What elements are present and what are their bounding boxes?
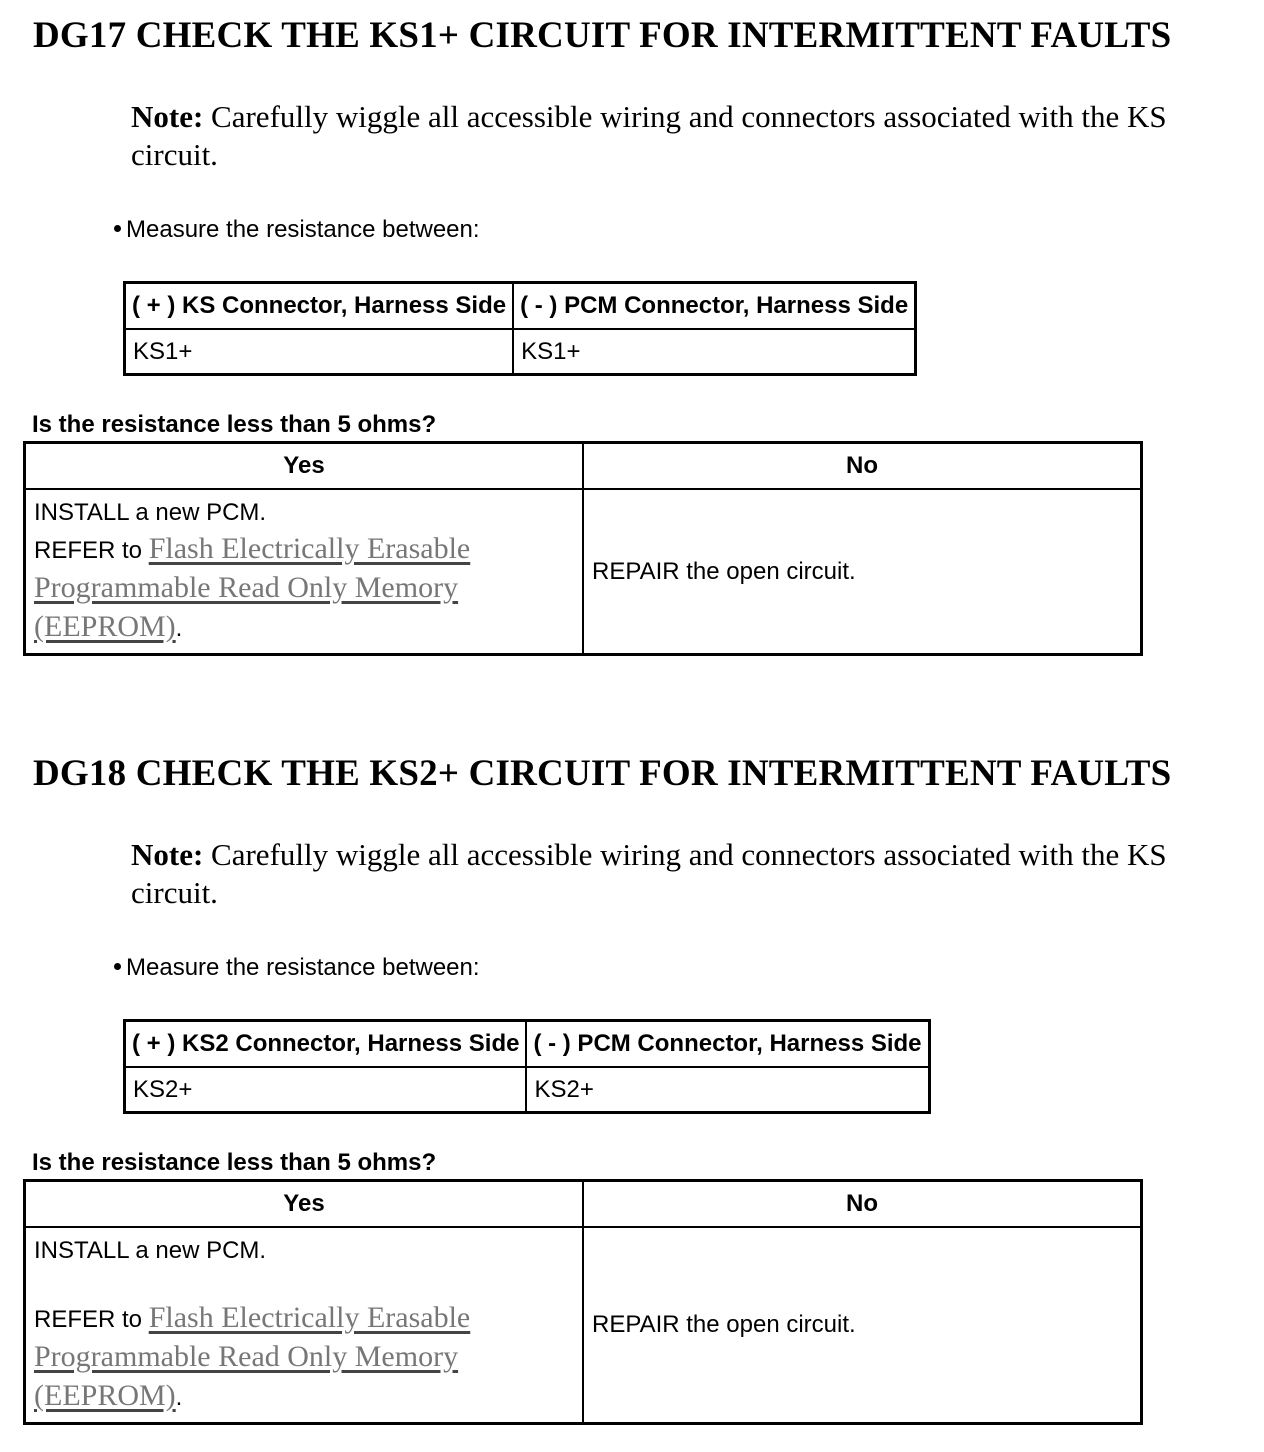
note-label: Note: — [131, 99, 204, 134]
refer-label: REFER to — [34, 537, 149, 564]
table-row — [125, 1067, 930, 1113]
bullet-text: Measure the resistance between: — [126, 216, 480, 243]
section-heading: DG18 CHECK THE KS2+ CIRCUIT FOR INTERMITTENT FAULTS — [33, 753, 1172, 794]
bullet-item — [114, 953, 480, 983]
note-text: Carefully wiggle all accessible wiring and connectors associated with the KS circuit. — [131, 837, 1167, 910]
result-header-yes: Yes — [25, 1181, 584, 1228]
result-header-no: No — [583, 1181, 1142, 1228]
note-paragraph — [131, 98, 1231, 174]
result-yes-cell — [25, 1227, 584, 1424]
bullet-dot-icon — [114, 225, 121, 232]
measurement-cell-positive: KS2+ — [125, 1067, 527, 1113]
measurement-header-row — [125, 283, 916, 330]
note-paragraph — [131, 836, 1231, 912]
eeprom-reference-link[interactable]: Flash Electrically Erasable Programmable Read Only Memory (EEPROM) — [34, 1301, 471, 1412]
result-table — [23, 1179, 1143, 1425]
measurement-header-positive: ( + ) KS2 Connector, Harness Side — [125, 1021, 527, 1068]
note-text: Carefully wiggle all accessible wiring and connectors associated with the KS circuit. — [131, 99, 1167, 172]
bullet-item — [114, 215, 480, 245]
result-no-cell: REPAIR the open circuit. — [583, 1227, 1142, 1424]
measurement-header-negative: ( - ) PCM Connector, Harness Side — [513, 283, 916, 330]
result-no-cell: REPAIR the open circuit. — [583, 489, 1142, 655]
note-label: Note: — [131, 837, 204, 872]
table-row — [25, 1227, 1142, 1424]
measurement-header-row — [125, 1021, 930, 1068]
refer-period: . — [175, 615, 183, 642]
result-table — [23, 441, 1143, 656]
yes-refer-line — [34, 1299, 534, 1416]
result-header-row — [25, 443, 1142, 490]
refer-label: REFER to — [34, 1306, 149, 1333]
yes-instruction: INSTALL a new PCM. — [34, 499, 267, 526]
measurement-table — [123, 1019, 931, 1114]
question-text: Is the resistance less than 5 ohms? — [32, 1149, 437, 1176]
bullet-text: Measure the resistance between: — [126, 954, 480, 981]
result-header-row — [25, 1181, 1142, 1228]
question-text: Is the resistance less than 5 ohms? — [32, 411, 437, 438]
yes-instruction: INSTALL a new PCM. — [34, 1237, 267, 1264]
refer-period: . — [175, 1384, 183, 1411]
section-heading: DG17 CHECK THE KS1+ CIRCUIT FOR INTERMITTENT FAULTS — [33, 15, 1172, 56]
measurement-cell-negative: KS2+ — [526, 1067, 929, 1113]
table-row — [25, 489, 1142, 655]
measurement-cell-negative: KS1+ — [513, 329, 916, 375]
measurement-header-positive: ( + ) KS Connector, Harness Side — [125, 283, 514, 330]
blank-line — [34, 1268, 574, 1299]
eeprom-reference-link[interactable]: Flash Electrically Erasable Programmable Read Only Memory (EEPROM) — [34, 532, 471, 643]
yes-refer-line — [34, 530, 534, 647]
measurement-header-negative: ( - ) PCM Connector, Harness Side — [526, 1021, 929, 1068]
bullet-dot-icon — [114, 963, 121, 970]
result-header-yes: Yes — [25, 443, 584, 490]
measurement-table — [123, 281, 917, 376]
measurement-cell-positive: KS1+ — [125, 329, 514, 375]
result-header-no: No — [583, 443, 1142, 490]
result-yes-cell — [25, 489, 584, 655]
table-row — [125, 329, 916, 375]
